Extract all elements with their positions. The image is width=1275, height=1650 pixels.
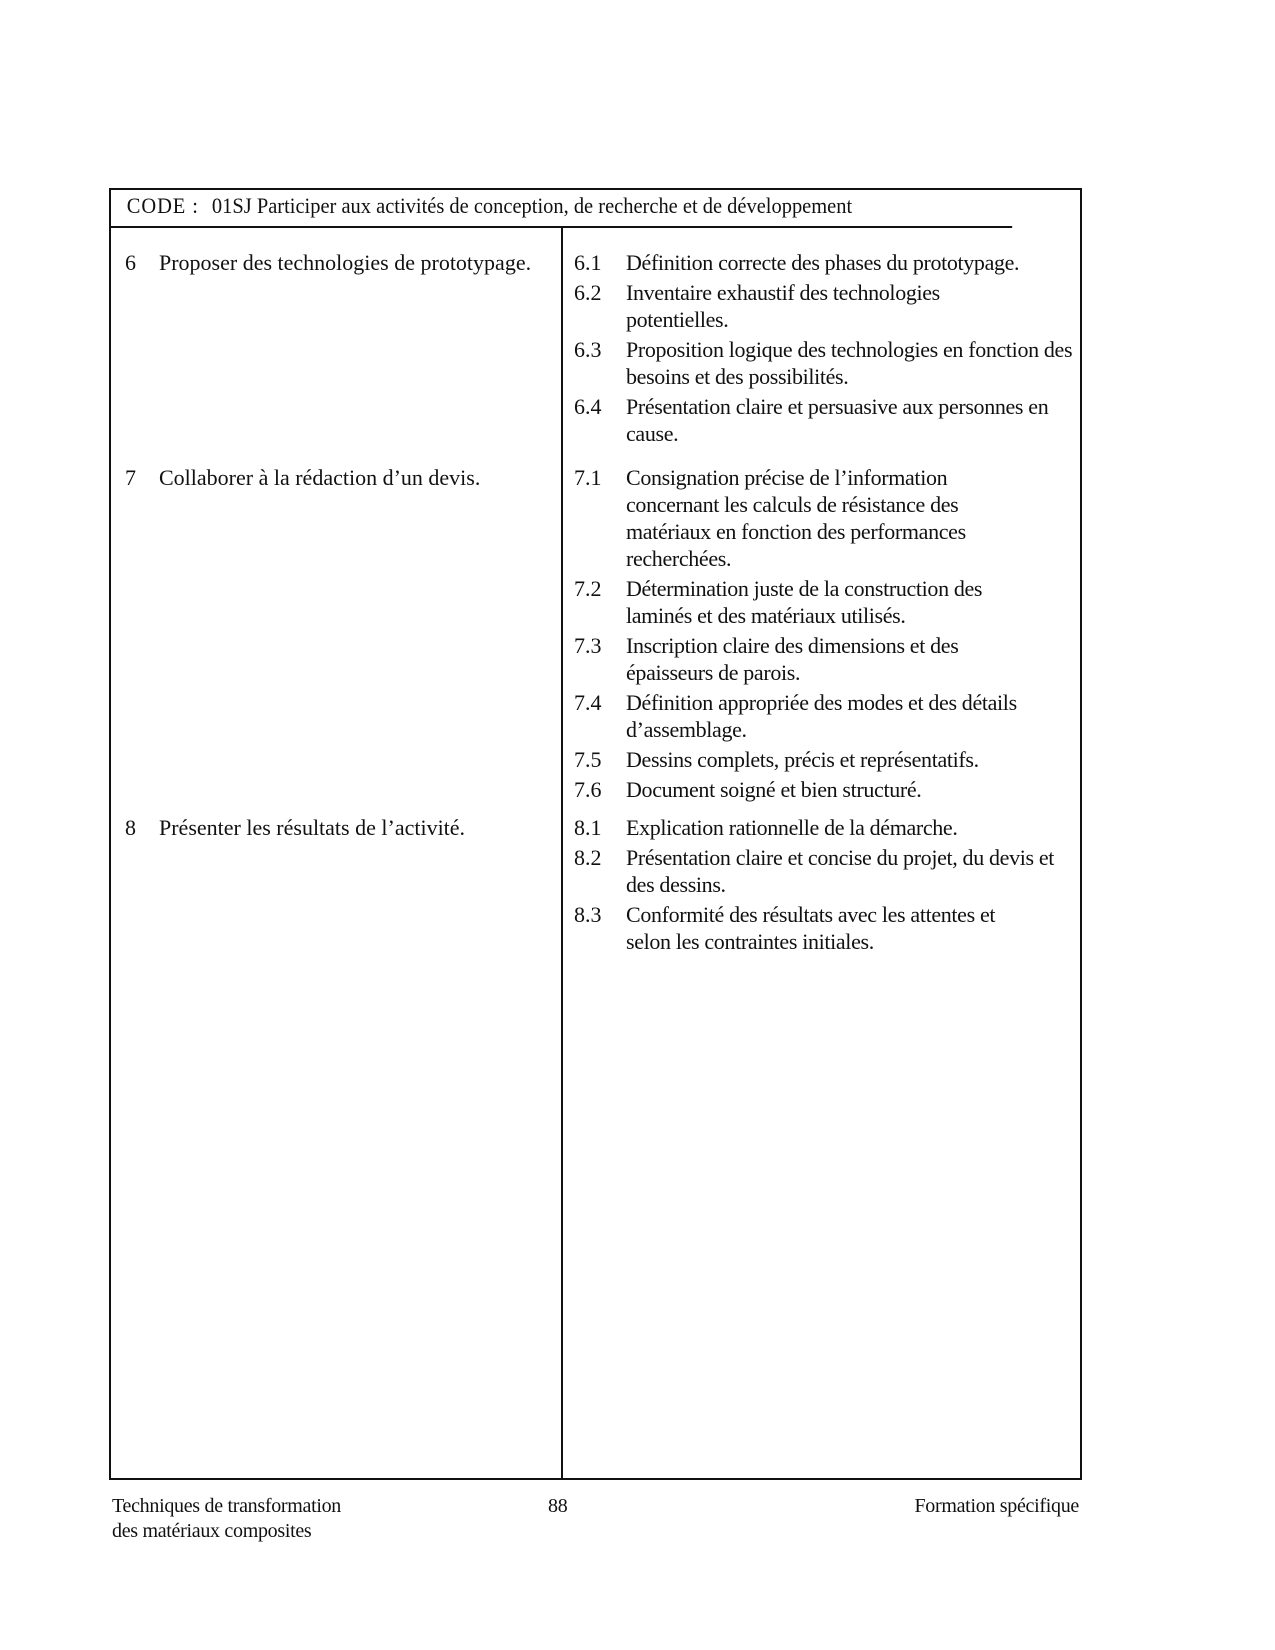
step-label: Présenter les résultats de l’activité.: [159, 815, 466, 840]
criterion-item: [574, 632, 1074, 686]
criterion-item: [574, 336, 1074, 390]
criterion-number: 8.3: [574, 902, 602, 927]
criterion-text: Proposition logique des technologies en fonction des besoins et des possibilités.: [626, 337, 1073, 389]
criterion-text: Inscription claire des dimensions et des épaisseurs de parois.: [626, 633, 959, 685]
criterion-number: 6.4: [574, 394, 602, 419]
criteria-group-6: [574, 249, 1074, 450]
criterion-item: [574, 249, 1074, 276]
criterion-item: [574, 844, 1074, 898]
criterion-text: Définition appropriée des modes et des détails d’assemblage.: [626, 690, 1017, 742]
criteria-group-8: [574, 814, 1074, 958]
criteria-column: [563, 228, 1082, 1480]
criterion-text: Présentation claire et persuasive aux personnes en cause.: [626, 394, 1049, 446]
step-label: Proposer des technologies de prototypage.: [159, 250, 532, 275]
criterion-text: Dessins complets, précis et représentatifs.: [626, 747, 979, 772]
criterion-text: Explication rationnelle de la démarche.: [626, 815, 958, 840]
footer-line: des matériaux composites: [112, 1520, 312, 1542]
criterion-item: [574, 393, 1074, 447]
step-6: [125, 249, 531, 276]
footer-section: Formation spécifique: [914, 1495, 1079, 1517]
criterion-text: Conformité des résultats avec les attentes et selon les contraintes initiales.: [626, 902, 996, 954]
criterion-item: [574, 464, 1074, 572]
footer-program-title: [112, 1494, 341, 1544]
criterion-number: 6.1: [574, 250, 602, 275]
code-header: [111, 190, 1012, 228]
criterion-text: Document soigné et bien structuré.: [626, 777, 922, 802]
page-number: 88: [548, 1495, 568, 1517]
step-8: [125, 814, 465, 841]
steps-column: [111, 228, 561, 1480]
criterion-number: 7.2: [574, 576, 602, 601]
code-label: CODE :: [126, 193, 199, 218]
step-label: Collaborer à la rédaction d’un devis.: [159, 465, 481, 490]
criteria-group-7: [574, 464, 1074, 806]
criterion-item: [574, 901, 1074, 955]
step-number: 6: [125, 250, 136, 275]
criterion-text: Présentation claire et concise du projet, du devis et des dessins.: [626, 845, 1055, 897]
criterion-item: [574, 776, 1074, 803]
criterion-item: [574, 689, 1074, 743]
criterion-number: 7.5: [574, 747, 602, 772]
criterion-number: 8.2: [574, 845, 602, 870]
footer-line: Techniques de transformation: [112, 1495, 342, 1517]
competency-table: [109, 188, 1082, 1480]
step-number: 8: [125, 815, 136, 840]
step-number: 7: [125, 465, 136, 490]
criterion-item: [574, 279, 1074, 333]
criterion-item: [574, 575, 1074, 629]
criterion-text: Inventaire exhaustif des technologies potentielles.: [626, 280, 940, 332]
criterion-number: 7.1: [574, 465, 602, 490]
step-7: [125, 464, 480, 491]
code-title: 01SJ Participer aux activités de conception, de recherche et de développement: [211, 193, 853, 218]
criterion-number: 7.6: [574, 777, 602, 802]
criterion-number: 8.1: [574, 815, 602, 840]
criterion-text: Définition correcte des phases du prototypage.: [626, 250, 1020, 275]
criterion-number: 7.3: [574, 633, 602, 658]
criterion-number: 6.2: [574, 280, 602, 305]
criterion-number: 6.3: [574, 337, 602, 362]
criterion-item: [574, 746, 1074, 773]
criterion-text: Détermination juste de la construction des laminés et des matériaux utilisés.: [626, 576, 983, 628]
criterion-text: Consignation précise de l’information concernant les calculs de résistance des matériaux en fonction des performances recherchées.: [626, 465, 966, 571]
criterion-number: 7.4: [574, 690, 602, 715]
criterion-item: [574, 814, 1074, 841]
